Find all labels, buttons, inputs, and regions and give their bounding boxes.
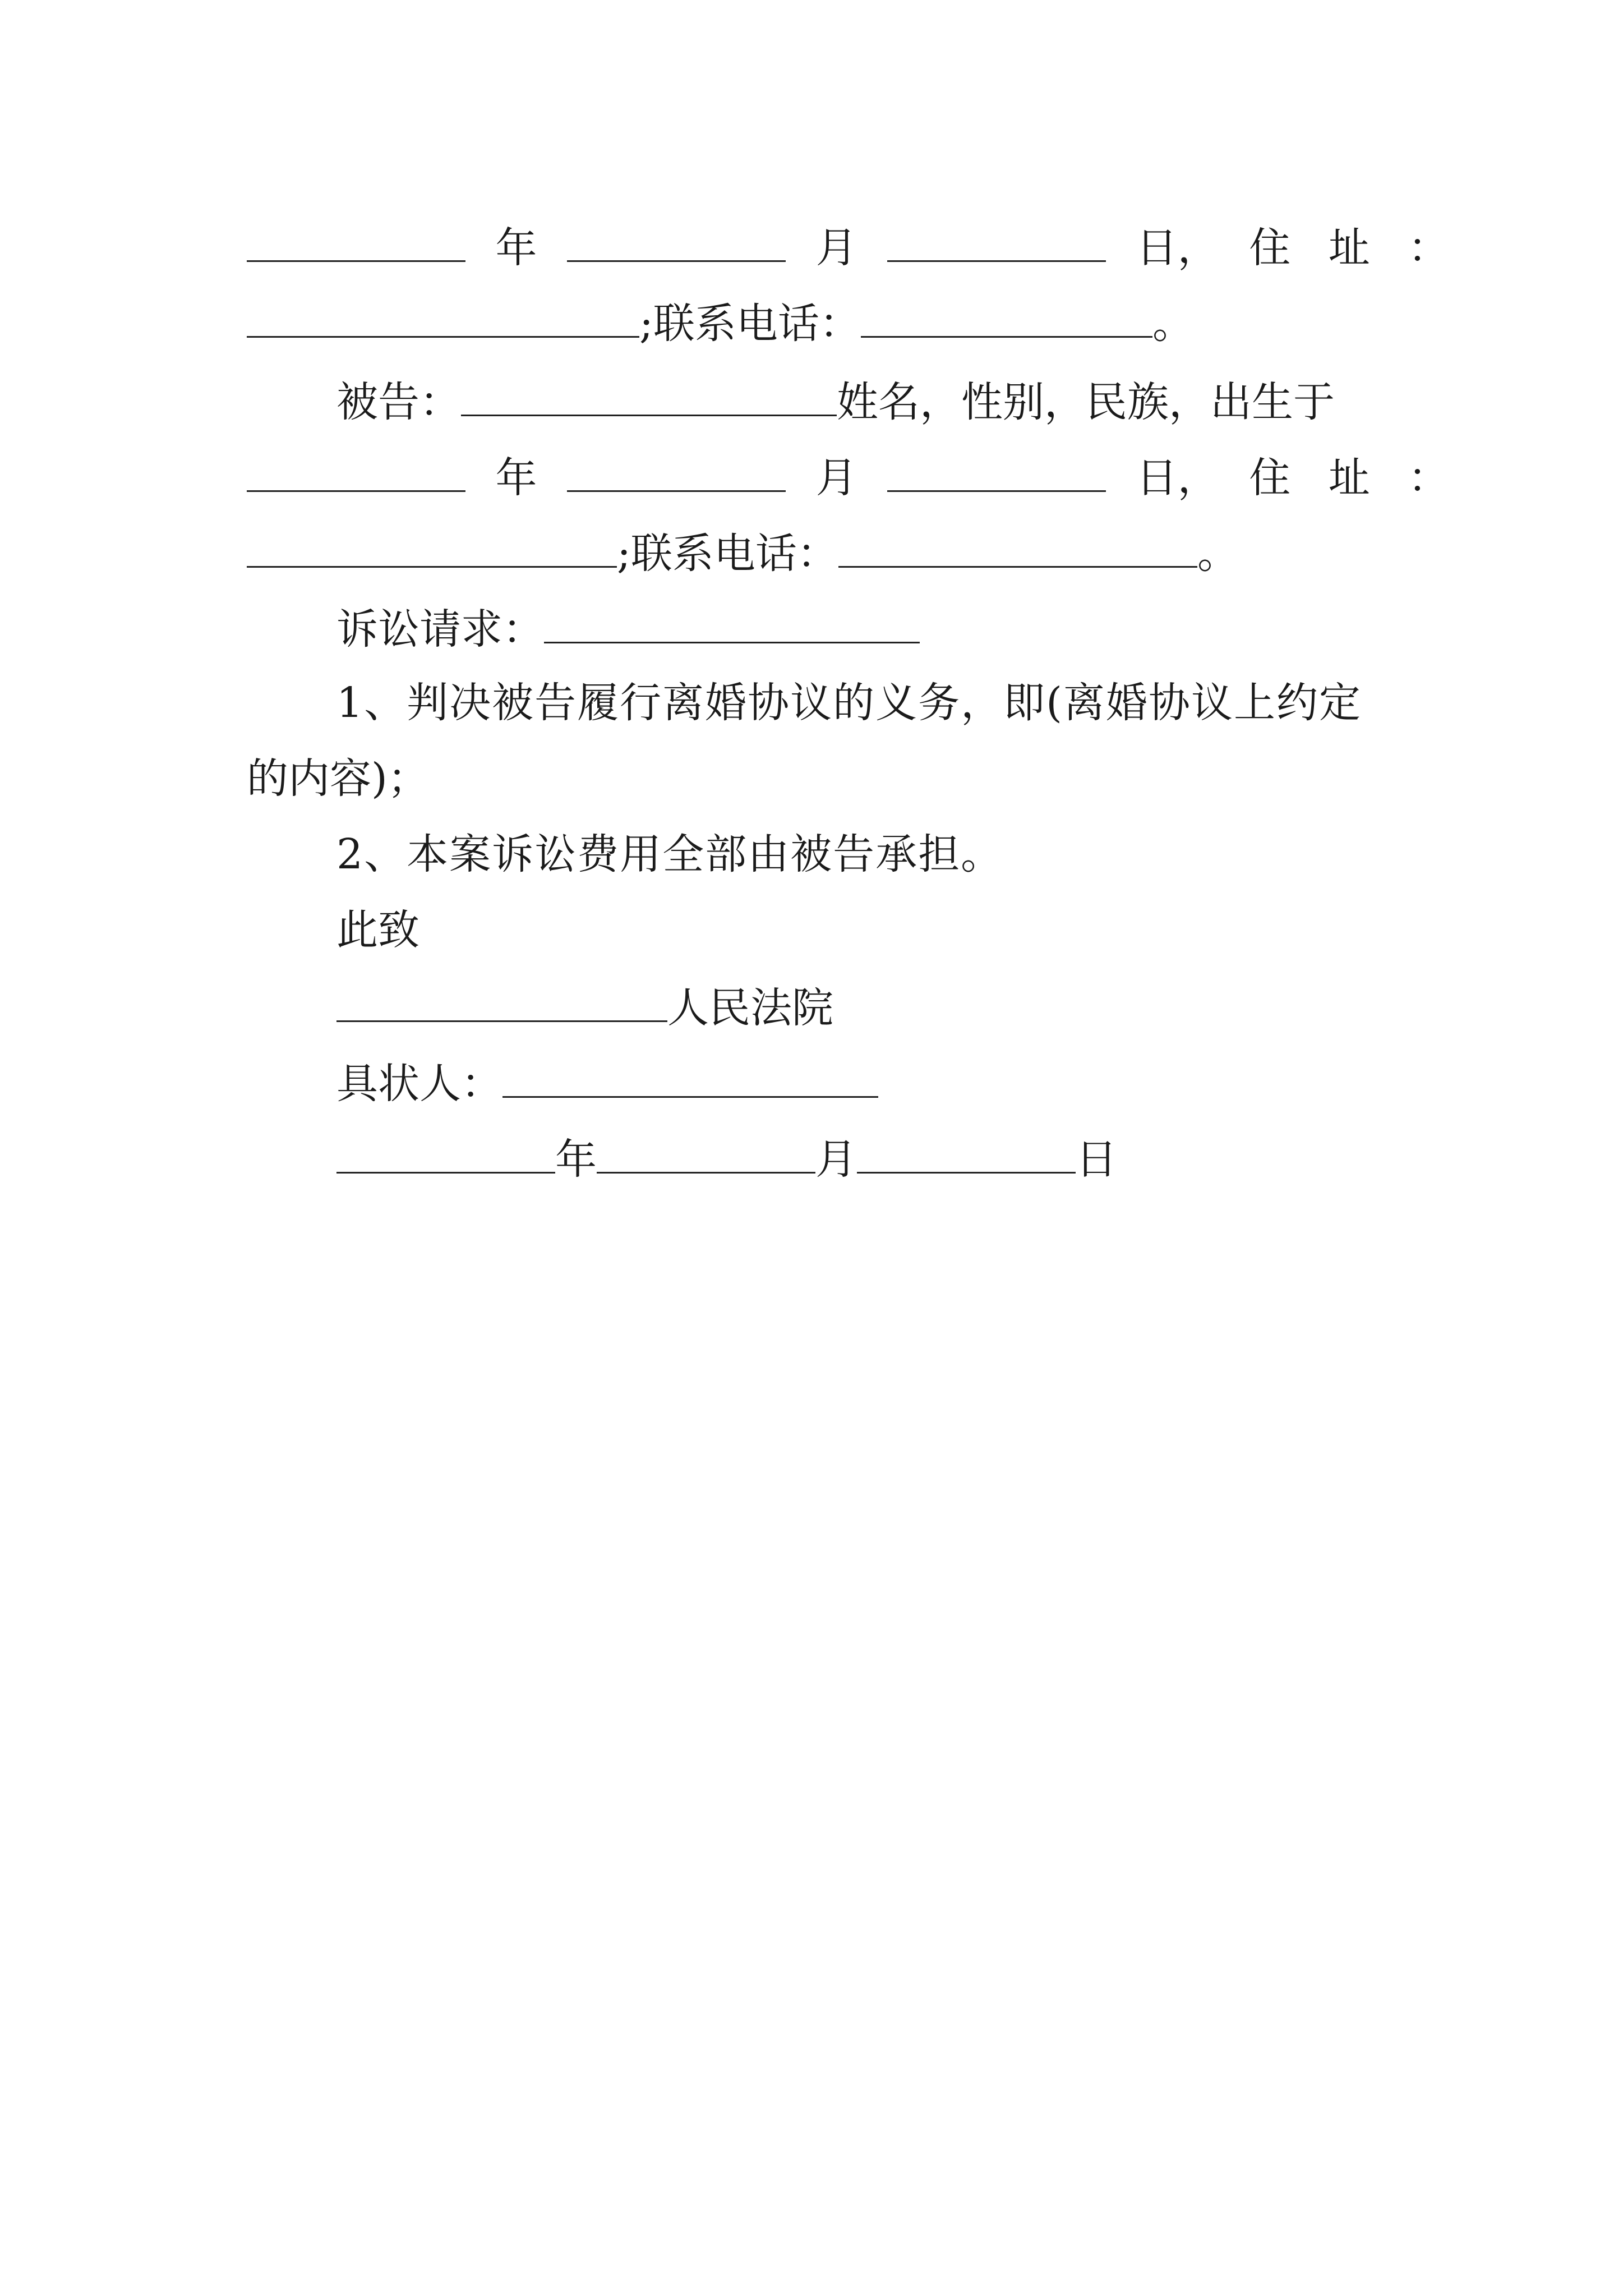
year-blank[interactable]: [247, 219, 465, 262]
day-blank[interactable]: [887, 219, 1106, 262]
day-blank[interactable]: [887, 449, 1106, 492]
defendant-info-text: 姓名，性别，民族，出生于: [837, 378, 1335, 426]
defendant-blank[interactable]: [461, 373, 837, 416]
petitioner-blank[interactable]: [502, 1055, 878, 1098]
line-end: 。: [1197, 530, 1239, 578]
defendant-contact-line: [247, 524, 1239, 581]
salutation-text: 此致: [336, 906, 419, 954]
court-name-blank[interactable]: [336, 979, 667, 1022]
day-label: 日，: [1136, 454, 1219, 502]
phone-blank[interactable]: [838, 524, 1197, 568]
claim-1-line: [336, 676, 1362, 730]
phone-blank[interactable]: [861, 295, 1152, 338]
year-blank[interactable]: [247, 449, 465, 492]
plaintiff-contact-line: [247, 295, 1194, 351]
plaintiff-birthdate-line: [247, 219, 1461, 275]
month-blank[interactable]: [597, 1130, 815, 1174]
phone-label: ;联系电话：: [639, 300, 861, 348]
court-label: 人民法院: [667, 984, 833, 1032]
year-blank[interactable]: [336, 1130, 555, 1174]
address-label: 住 址 ：: [1249, 454, 1462, 502]
day-label: 日，: [1136, 224, 1219, 272]
claim-2-line: [336, 827, 1003, 881]
defendant-birthdate-line: [247, 449, 1461, 505]
claims-blank[interactable]: [544, 600, 920, 643]
year-label: 年: [495, 454, 537, 502]
day-label: 日: [1076, 1135, 1117, 1184]
petitioner-label: 具状人：: [336, 1060, 502, 1108]
signature-date-line: [336, 1130, 1117, 1186]
claims-label: 诉讼请求：: [336, 605, 544, 654]
defendant-line: [336, 373, 1335, 429]
address-label: 住 址 ：: [1249, 224, 1462, 272]
month-label: 月: [815, 224, 857, 272]
court-line: [336, 979, 833, 1035]
claim-2-text: 2、本案诉讼费用全部由被告承担。: [336, 830, 1004, 878]
month-label: 月: [815, 1135, 857, 1184]
day-blank[interactable]: [857, 1130, 1076, 1174]
salutation-line: [336, 903, 419, 957]
petitioner-line: [336, 1055, 878, 1111]
month-blank[interactable]: [567, 449, 786, 492]
year-label: 年: [495, 224, 537, 272]
defendant-label: 被告：: [336, 378, 461, 426]
claims-line: [336, 600, 920, 656]
claim-1-continuation: [247, 752, 429, 806]
claim-1-text-cont: 的内容)；: [247, 754, 429, 803]
year-label: 年: [555, 1135, 597, 1184]
month-label: 月: [815, 454, 857, 502]
address-blank[interactable]: [247, 524, 617, 568]
line-end: 。: [1152, 300, 1194, 348]
month-blank[interactable]: [567, 219, 786, 262]
claim-1-text: 1、判决被告履行离婚协议的义务，即(离婚协议上约定: [336, 679, 1362, 727]
address-blank[interactable]: [247, 295, 639, 338]
phone-label: ;联系电话：: [617, 530, 838, 578]
